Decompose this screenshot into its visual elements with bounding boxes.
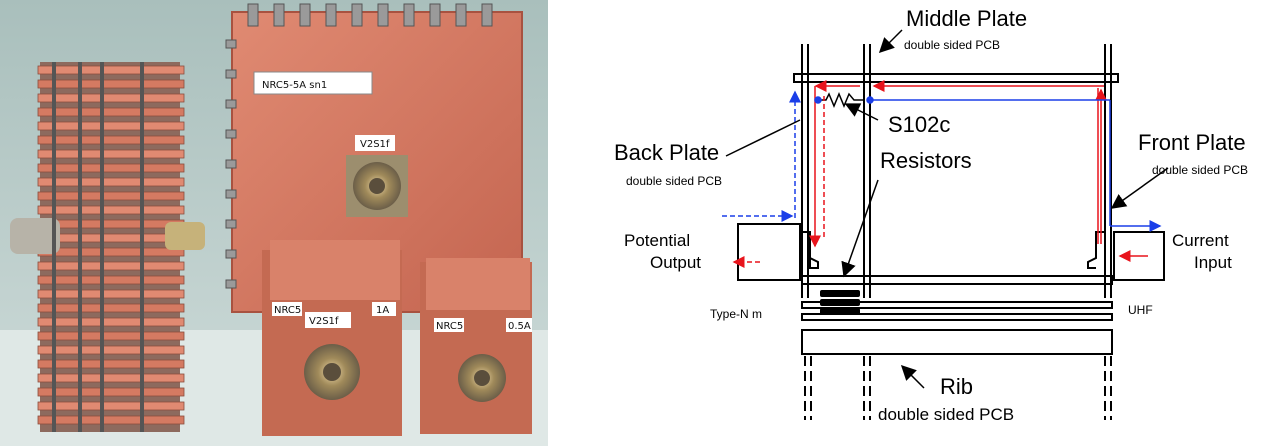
small-rating-tag: 0.5A — [508, 321, 531, 332]
uhf-label: UHF — [1128, 303, 1153, 317]
current-label: Current — [1172, 231, 1229, 250]
large-connector-tag: V2S1f — [360, 139, 390, 150]
medium-shunt — [262, 240, 402, 436]
small-shunt — [420, 258, 532, 434]
stack-plate — [38, 318, 184, 326]
plate-pin — [352, 4, 362, 26]
plate-pin — [226, 40, 236, 48]
plate-pin — [226, 160, 236, 168]
stack-plate — [38, 164, 184, 172]
rib-label: Rib — [940, 374, 974, 399]
stack-plate — [38, 346, 184, 354]
plate-pin — [300, 4, 310, 26]
plate-pin — [378, 4, 388, 26]
plate-pin — [226, 250, 236, 258]
stack-plate — [38, 276, 184, 284]
medium-rating-tag: 1A — [376, 305, 390, 316]
stack-plate — [38, 360, 184, 368]
plate-pin — [482, 4, 492, 26]
potential-label: Potential — [624, 231, 691, 250]
stack-plate — [38, 178, 184, 186]
plate-pin — [226, 190, 236, 198]
resistors-label: Resistors — [880, 148, 972, 173]
s102c-label: S102c — [888, 112, 951, 137]
plate-pin — [404, 4, 414, 26]
stack-plate — [38, 206, 184, 214]
stack-plate — [38, 150, 184, 158]
input-label: Input — [1194, 253, 1232, 272]
stack-plate — [38, 248, 184, 256]
stack-plate — [38, 192, 184, 200]
plate-pin — [274, 4, 284, 26]
stack-plate — [38, 374, 184, 382]
shunt-photo — [0, 0, 548, 446]
front-plate-sublabel: double sided PCB — [1152, 163, 1249, 177]
stack-plate — [38, 80, 184, 88]
small-type-tag: NRC5 — [436, 321, 464, 332]
medium-connector-tag: V2S1f — [309, 316, 339, 327]
stack-plate — [38, 290, 184, 298]
plate-pin — [226, 100, 236, 108]
front-plate-label: Front Plate — [1138, 130, 1246, 155]
plate-pin — [248, 4, 258, 26]
stack-plate — [38, 388, 184, 396]
stack-plate — [38, 94, 184, 102]
output-connector — [738, 224, 818, 280]
stack-plate — [38, 332, 184, 340]
plate-pin — [456, 4, 466, 26]
stack-plate — [38, 108, 184, 116]
stack-plate — [38, 402, 184, 410]
stack-plate — [38, 136, 184, 144]
middle-plate-label: Middle Plate — [906, 6, 1028, 31]
rib-sublabel: double sided PCB — [878, 405, 1015, 424]
back-plate-label: Back Plate — [614, 140, 720, 165]
middle-plate-sublabel: double sided PCB — [904, 38, 1001, 52]
plate-pin — [226, 70, 236, 78]
large-plate-tag: NRC5-5A sn1 — [262, 80, 328, 91]
type-n-label: Type-N m — [710, 307, 763, 321]
plate-pin — [226, 280, 236, 288]
resistor-symbol — [818, 94, 864, 106]
shunt-cross-section-diagram — [548, 0, 1285, 446]
stack-plate — [38, 416, 184, 424]
plate-pin — [326, 4, 336, 26]
resistor-stack — [820, 290, 860, 315]
plate-pin — [430, 4, 440, 26]
back-plate-sublabel: double sided PCB — [626, 174, 723, 188]
stack-plate — [38, 262, 184, 270]
stack-plate — [38, 122, 184, 130]
stack-plate — [38, 66, 184, 74]
stack-plate — [38, 304, 184, 312]
plate-pin — [226, 130, 236, 138]
plate-pin — [226, 220, 236, 228]
output-label: Output — [650, 253, 702, 272]
medium-type-tag: NRC5 — [274, 305, 302, 316]
